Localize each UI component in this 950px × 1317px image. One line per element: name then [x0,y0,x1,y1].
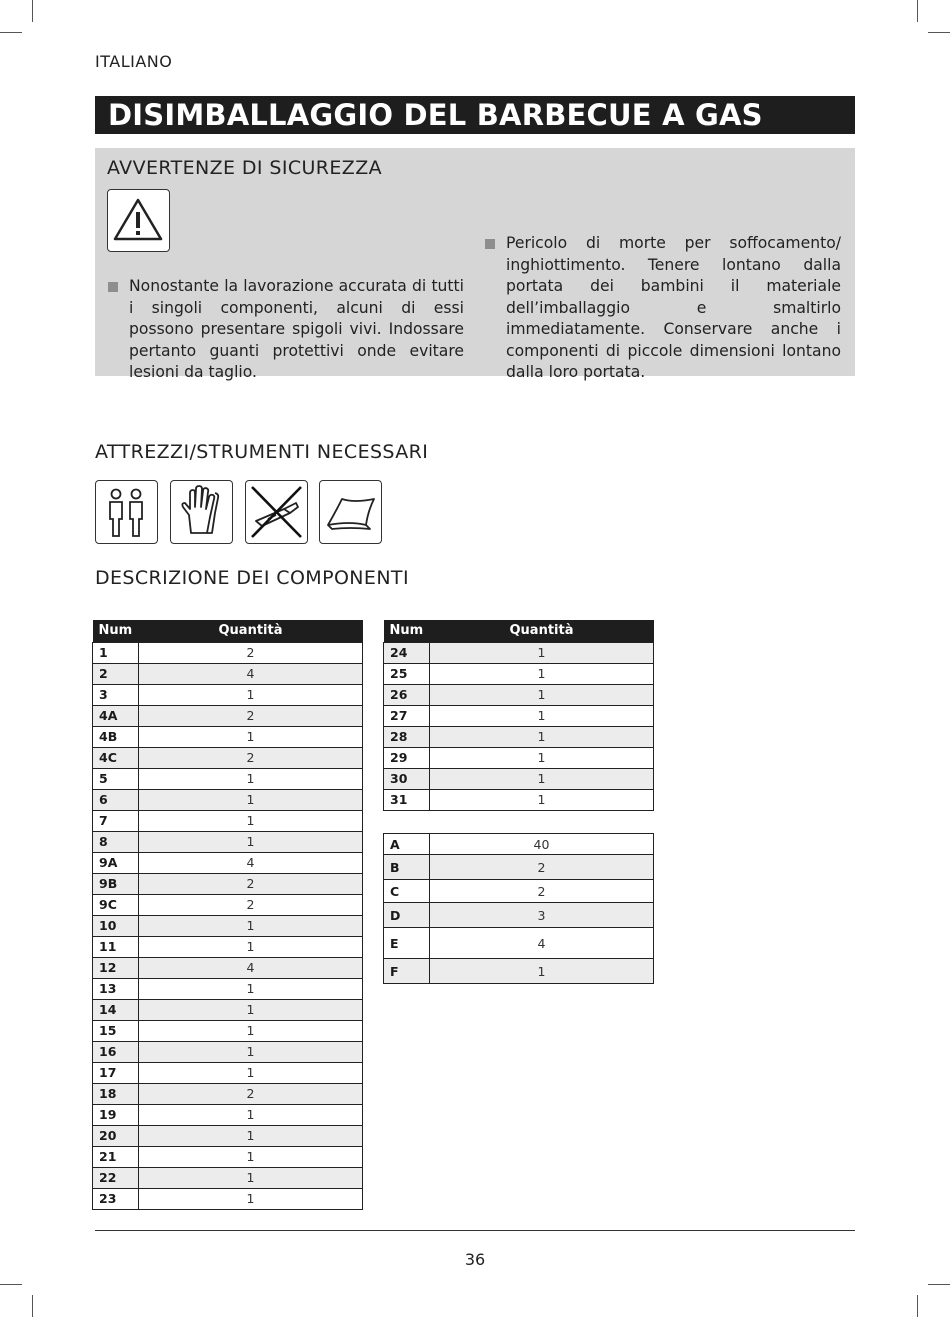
table-header-row [384,620,654,642]
part-number-cell: 20 [93,1125,139,1146]
part-number-cell: 22 [93,1167,139,1188]
part-number-cell: 1 [93,642,139,663]
table-row [384,789,654,810]
table-row [93,789,363,810]
table-row [93,852,363,873]
part-quantity-cell: 2 [139,894,363,915]
crop-mark [32,1295,33,1317]
part-quantity-cell: 1 [139,831,363,852]
part-number-cell: 10 [93,915,139,936]
table-row [93,684,363,705]
cloth-pad-icon [319,480,382,544]
components-heading: DESCRIZIONE DEI COMPONENTI [95,567,409,589]
part-quantity-cell: 4 [139,663,363,684]
safety-bullet-text: Pericolo di morte per soffocamento/ inghiottimento. Tenere lontano dalla portata dei bambini il materiale dell’imballaggio e smaltirlo immediatamente. Conservare anche i componenti di piccole dimensioni lontano dalla loro portata. [506,234,841,381]
part-quantity-cell: 3 [430,903,654,928]
part-number-cell: 9B [93,873,139,894]
part-number-cell: 6 [93,789,139,810]
part-number-cell: 19 [93,1104,139,1125]
components-table-2 [383,620,654,811]
table-row [93,1125,363,1146]
table-row [93,999,363,1020]
components-table-1 [92,620,363,1210]
table-row [384,855,654,880]
table-row [384,684,654,705]
table-row [93,1188,363,1209]
part-number-cell: 4C [93,747,139,768]
page-title-bar [95,96,855,134]
part-quantity-cell: 1 [139,915,363,936]
page-title: DISIMBALLAGGIO DEL BARBECUE A GAS [108,98,763,132]
table-row [93,873,363,894]
table-row [93,957,363,978]
crop-mark [928,1284,950,1285]
part-quantity-cell: 4 [139,852,363,873]
part-number-cell: 15 [93,1020,139,1041]
table-row [93,747,363,768]
part-quantity-cell: 1 [139,978,363,999]
table-row [93,705,363,726]
table-row [93,1104,363,1125]
part-quantity-cell: 1 [139,1041,363,1062]
table-row [93,978,363,999]
table-row [384,705,654,726]
part-quantity-cell: 1 [139,1167,363,1188]
table-row [93,831,363,852]
part-number-cell: 4B [93,726,139,747]
crop-mark [917,0,918,22]
col-qty-header: Quantità [430,620,654,642]
part-number-cell: E [384,928,430,959]
col-qty-header: Quantità [139,620,363,642]
part-number-cell: 9A [93,852,139,873]
crop-mark [917,1295,918,1317]
table-row [93,1041,363,1062]
part-quantity-cell: 1 [139,768,363,789]
part-quantity-cell: 1 [139,726,363,747]
part-quantity-cell: 1 [430,959,654,984]
part-quantity-cell: 1 [139,999,363,1020]
part-quantity-cell: 2 [430,855,654,880]
part-number-cell: 28 [384,726,430,747]
part-quantity-cell: 2 [139,1083,363,1104]
safety-bullet-text: Nonostante la lavorazione accurata di tutti i singoli componenti, alcuni di essi possono presentare spigoli vivi. Indossare pertanto guanti protettivi onde evitare lesioni da taglio. [129,277,464,381]
part-quantity-cell: 1 [139,684,363,705]
part-number-cell: C [384,880,430,903]
part-number-cell: 26 [384,684,430,705]
part-quantity-cell: 1 [139,1125,363,1146]
page-number: 36 [464,1250,486,1269]
part-number-cell: B [384,855,430,880]
part-quantity-cell: 2 [139,747,363,768]
part-number-cell: 17 [93,1062,139,1083]
table-row [93,810,363,831]
table-row [384,928,654,959]
two-persons-icon [95,480,158,544]
table-row [384,726,654,747]
part-quantity-cell: 1 [430,768,654,789]
table-row [93,726,363,747]
table-row [384,834,654,855]
table-row [384,642,654,663]
part-number-cell: D [384,903,430,928]
gloves-icon [170,480,233,544]
table-row [93,894,363,915]
part-number-cell: 2 [93,663,139,684]
part-quantity-cell: 2 [430,880,654,903]
part-number-cell: 5 [93,768,139,789]
part-quantity-cell: 1 [430,684,654,705]
part-number-cell: 11 [93,936,139,957]
part-quantity-cell: 1 [139,936,363,957]
components-table-hardware [383,833,654,984]
part-quantity-cell: 4 [430,928,654,959]
table-row [93,768,363,789]
crop-mark [928,32,950,33]
part-quantity-cell: 1 [139,1104,363,1125]
tools-heading: ATTREZZI/STRUMENTI NECESSARI [95,441,429,463]
part-quantity-cell: 1 [430,726,654,747]
part-number-cell: 3 [93,684,139,705]
part-number-cell: 4A [93,705,139,726]
table-row [93,1146,363,1167]
bullet-square-icon [108,282,118,292]
crop-mark [32,0,33,22]
table-row [93,1062,363,1083]
table-row [93,1020,363,1041]
part-quantity-cell: 4 [139,957,363,978]
col-num-header: Num [384,620,430,642]
table-row [384,747,654,768]
table-row [93,663,363,684]
part-quantity-cell: 1 [139,1188,363,1209]
part-quantity-cell: 1 [139,1020,363,1041]
part-number-cell: 9C [93,894,139,915]
safety-heading: AVVERTENZE DI SICUREZZA [107,157,383,179]
part-number-cell: 12 [93,957,139,978]
part-number-cell: 14 [93,999,139,1020]
part-quantity-cell: 1 [139,1062,363,1083]
table-row [384,663,654,684]
part-number-cell: 25 [384,663,430,684]
table-row [93,642,363,663]
col-num-header: Num [93,620,139,642]
no-cutter-knife-icon [245,480,308,544]
part-number-cell: 24 [384,642,430,663]
bullet-square-icon [485,239,495,249]
part-number-cell: 29 [384,747,430,768]
part-quantity-cell: 2 [139,642,363,663]
part-number-cell: 27 [384,705,430,726]
part-number-cell: 7 [93,810,139,831]
part-number-cell: A [384,834,430,855]
table-row [93,915,363,936]
part-number-cell: 8 [93,831,139,852]
crop-mark [0,1284,22,1285]
part-number-cell: 30 [384,768,430,789]
part-number-cell: 13 [93,978,139,999]
part-number-cell: 31 [384,789,430,810]
part-quantity-cell: 1 [430,642,654,663]
crop-mark [0,32,22,33]
safety-bullet-sharp-edges [129,276,464,384]
safety-bullet-suffocation [506,233,841,384]
part-number-cell: 18 [93,1083,139,1104]
warning-triangle-icon [107,189,170,252]
part-quantity-cell: 2 [139,873,363,894]
part-quantity-cell: 2 [139,705,363,726]
part-number-cell: 16 [93,1041,139,1062]
part-quantity-cell: 1 [139,810,363,831]
table-row [384,959,654,984]
table-header-row [93,620,363,642]
part-number-cell: F [384,959,430,984]
part-number-cell: 21 [93,1146,139,1167]
table-row [93,1167,363,1188]
part-quantity-cell: 1 [139,1146,363,1167]
table-row [384,880,654,903]
table-row [384,903,654,928]
part-quantity-cell: 1 [430,747,654,768]
language-label: ITALIANO [95,52,173,71]
part-quantity-cell: 40 [430,834,654,855]
part-number-cell: 23 [93,1188,139,1209]
part-quantity-cell: 1 [430,663,654,684]
table-row [384,768,654,789]
footer-rule [95,1230,855,1231]
table-row [93,1083,363,1104]
part-quantity-cell: 1 [430,789,654,810]
part-quantity-cell: 1 [430,705,654,726]
safety-warnings-box [95,148,855,381]
table-row [93,936,363,957]
part-quantity-cell: 1 [139,789,363,810]
